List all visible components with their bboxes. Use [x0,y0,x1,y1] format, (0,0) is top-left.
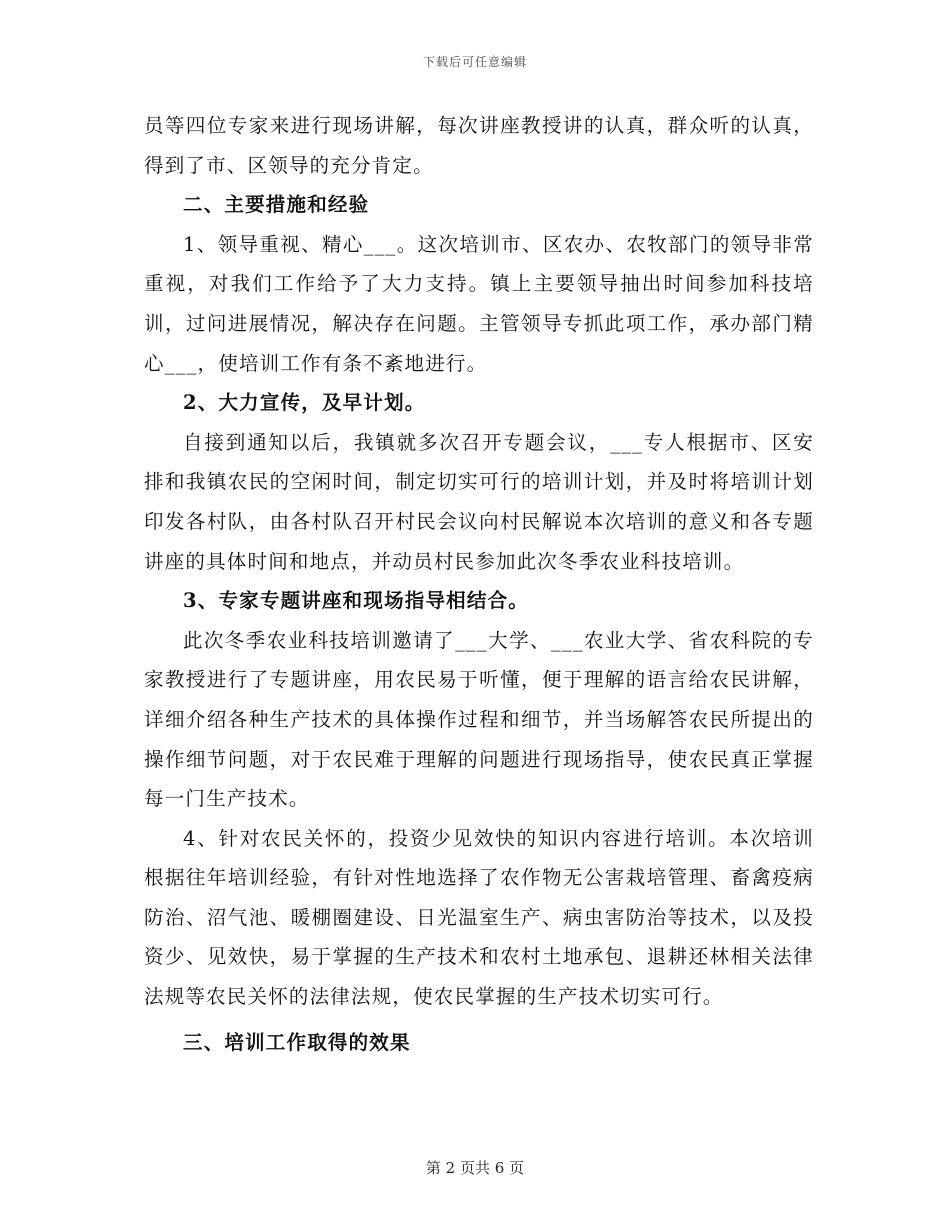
paragraph-continuation: 员等四位专家来进行现场讲解，每次讲座教授讲的认真，群众听的认真，得到了市、区领导的充分肯定。 [144,114,814,177]
section-heading-3: 三、培训工作取得的效果 [183,1030,411,1054]
section-heading-2: 二、主要措施和经验 [183,193,370,217]
paragraph-leadership: 1、领导重视、精心___。这次培训市、区农办、农牧部门的领导非常重视，对我们工作给予了大力支持。镇上主要领导抽出时间参加科技培训，过问进展情况，解决存在问题。主管领导专抓此项工作，承办部门精心___，使培训工作有条不紊地进行。 [144,232,814,375]
subheading-experts: 3、专家专题讲座和现场指导相结合。 [183,589,529,613]
paragraph-experts: 此次冬季农业科技培训邀请了___大学、___农业大学、省农科院的专家教授进行了专题讲座，用农民易于听懂，便于理解的语言给农民讲解，详细介绍各种生产技术的具体操作过程和细节，并当场解答农民所提出的操作细节问题，对于农民难于理解的问题进行现场指导，使农民真正掌握每一门生产技术。 [144,628,814,811]
page-footer: 第 2 页共 6 页 [425,1159,525,1177]
subheading-publicity: 2、大力宣传，及早计划。 [183,391,426,415]
paragraph-targeted-training: 4、针对农民关怀的，投资少见效快的知识内容进行培训。本次培训根据往年培训经验，有针对性地选择了农作物无公害栽培管理、畜禽疫病防治、沼气池、暖棚圈建设、日光温室生产、病虫害防治等技术，以及投资少、见效快，易于掌握的生产技术和农村土地承包、退耕还林相关法律法规等农民关怀的法律法规，使农民掌握的生产技术切实可行。 [144,826,814,1009]
document-body [144,106,814,1062]
page-header: 下载后可任意编辑 [422,55,527,69]
paragraph-publicity: 自接到通知以后，我镇就多次召开专题会议，___专人根据市、区安排和我镇农民的空闲时间，制定切实可行的培训计划，并及时将培训计划印发各村队，由各村队召开村民会议向村民解说本次培训的意义和各专题讲座的具体时间和地点，并动员村民参加此次冬季农业科技培训。 [144,430,814,573]
